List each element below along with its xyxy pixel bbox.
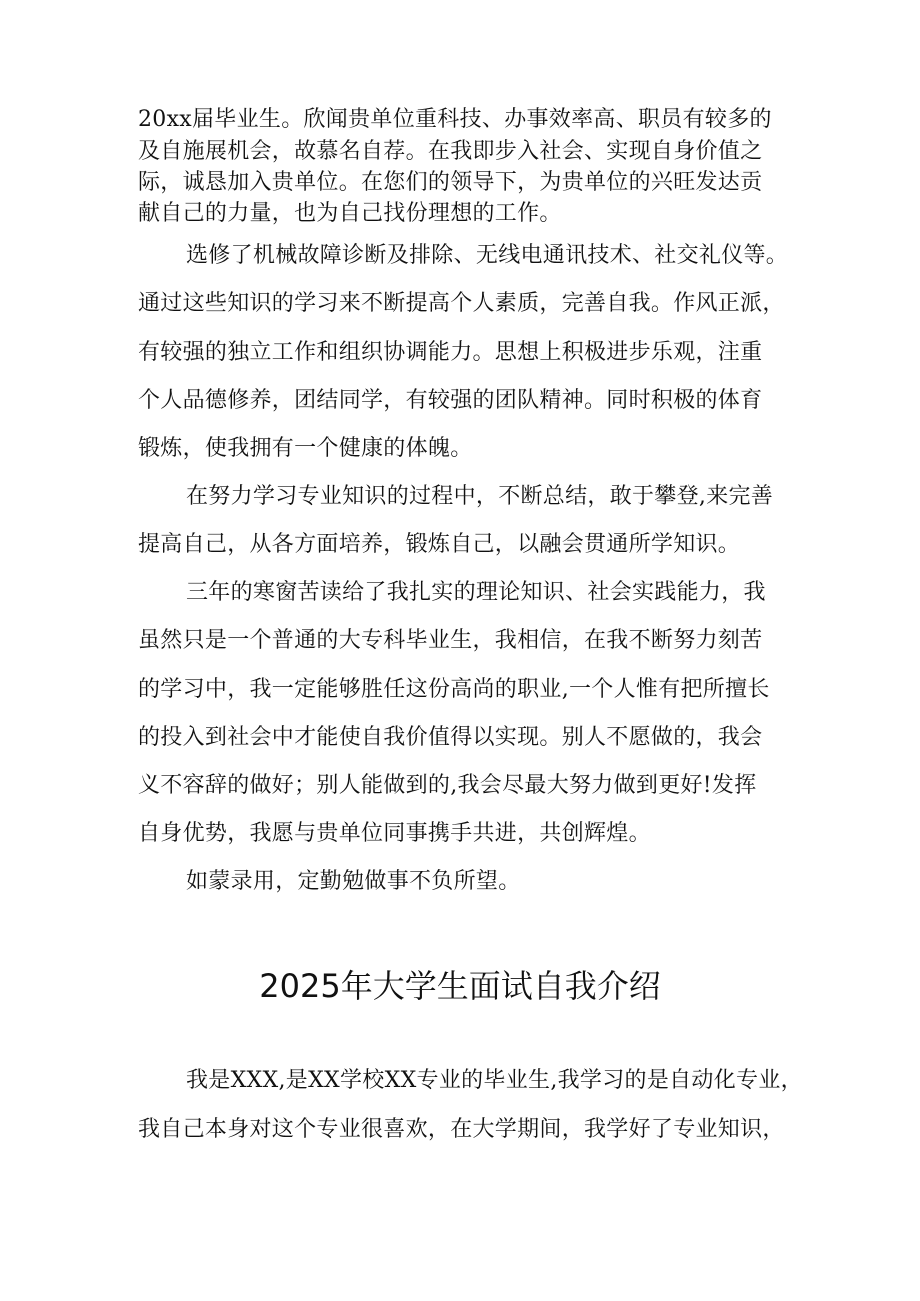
paragraph-line: 三年的寒窗苦读给了我扎实的理论知识、社会实践能力，我 (186, 580, 766, 605)
section-title: 2025年大学生面试自我介绍 (259, 967, 661, 1005)
paragraph-line: 提高自己，从各方面培养，锻炼自己，以融会贯通所学知识。 (138, 532, 741, 557)
paragraph-line: 际，诚恳加入贵单位。在您们的领导下，为贵单位的兴旺发达贡 (138, 170, 763, 195)
paragraph-line: 选修了机械故障诊断及排除、无线电通讯技术、社交礼仪等。 (186, 243, 789, 268)
paragraph-line: 如蒙录用，定勤勉做事不负所望。 (186, 869, 521, 894)
paragraph-line: 我自己本身对这个专业很喜欢，在大学期间，我学好了专业知识， (138, 1117, 785, 1142)
paragraph-line: 锻炼，使我拥有一个健康的体魄。 (138, 436, 473, 461)
paragraph-line: 义不容辞的做好；别人能做到的,我会尽最大努力做到更好!发挥 (138, 773, 757, 798)
paragraph-line: 在努力学习专业知识的过程中，不断总结，敢于攀登,来完善 (186, 484, 774, 509)
paragraph-line: 我是XXX,是XX学校XX专业的毕业生,我学习的是自动化专业， (186, 1068, 803, 1093)
paragraph-line: 有较强的独立工作和组织协调能力。思想上积极进步乐观，注重 (138, 340, 763, 365)
paragraph-line: 的学习中，我一定能够胜任这份高尚的职业,一个人惟有把所擅长 (138, 677, 770, 702)
paragraph-line: 自身优势，我愿与贵单位同事携手共进，共创辉煌。 (138, 821, 651, 846)
paragraph-line: 及自施展机会，故慕名自荐。在我即步入社会、实现自身价值之 (138, 139, 763, 164)
paragraph-line: 20xx届毕业生。欣闻贵单位重科技、办事效率高、职员有较多的 (138, 107, 772, 132)
paragraph-line: 的投入到社会中才能使自我价值得以实现。别人不愿做的，我会 (138, 725, 763, 750)
paragraph-line: 献自己的力量，也为自己找份理想的工作。 (138, 201, 562, 226)
paragraph-line: 个人品德修养，团结同学，有较强的团队精神。同时积极的体育 (138, 388, 763, 413)
paragraph-line: 虽然只是一个普通的大专科毕业生，我相信，在我不断努力刻苦 (138, 628, 763, 653)
paragraph-line: 通过这些知识的学习来不断提高个人素质，完善自我。作风正派， (138, 291, 785, 316)
